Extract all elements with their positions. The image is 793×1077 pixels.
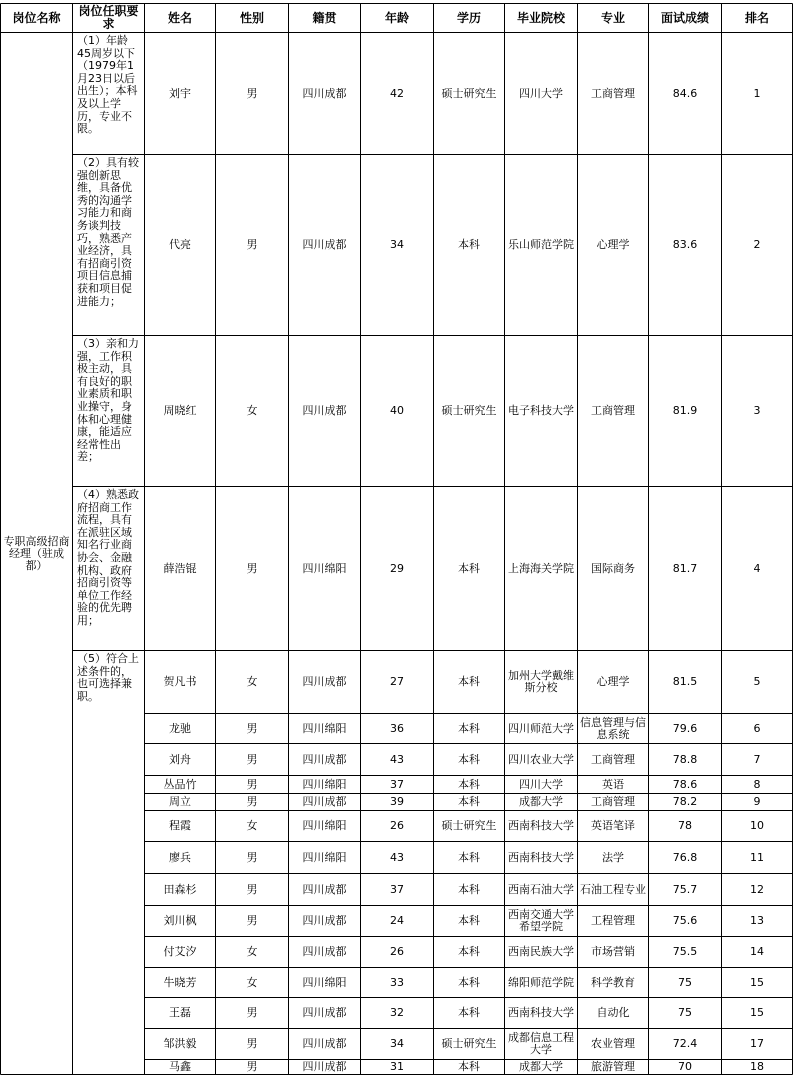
cell-rank: 15 [750, 1006, 764, 1019]
cell-origin: 四川绵阳 [302, 777, 347, 791]
cell-education: 本科 [458, 721, 480, 735]
cell-name: 周晓红 [163, 404, 197, 417]
cell-school: 西南科技大学 [508, 1006, 574, 1019]
cell-score: 75.7 [672, 882, 698, 896]
cell-origin: 四川绵阳 [302, 850, 347, 864]
cell-gender: 男 [246, 238, 258, 251]
cell-major: 工商管理 [591, 404, 635, 417]
cell-gender: 男 [246, 795, 258, 808]
cell-school: 电子科技大学 [508, 404, 574, 417]
cell-score: 75 [678, 975, 692, 989]
cell-rank: 11 [750, 850, 764, 864]
cell-major: 英语笔译 [591, 819, 635, 832]
cell-name: 薛浩锟 [163, 561, 197, 575]
header-cell: 岗位任职要求 [78, 4, 139, 31]
cell-origin: 四川绵阳 [302, 561, 347, 575]
cell-school: 四川大学 [519, 777, 563, 791]
cell-gender: 男 [246, 914, 258, 927]
cell-age: 37 [390, 882, 404, 896]
cell-age: 40 [390, 404, 404, 417]
cell-gender: 男 [246, 561, 258, 575]
cell-origin: 四川成都 [302, 675, 347, 688]
cell-score: 81.5 [672, 675, 698, 688]
cell-rank: 7 [753, 752, 761, 766]
cell-age: 32 [390, 1006, 404, 1019]
cell-gender: 男 [246, 86, 258, 100]
cell-major: 心理学 [596, 238, 630, 251]
cell-age: 36 [390, 721, 404, 735]
cell-rank: 15 [750, 975, 764, 989]
cell-school: 四川大学 [519, 86, 563, 100]
cell-age: 27 [390, 675, 404, 688]
cell-age: 31 [390, 1060, 404, 1073]
cell-origin: 四川成都 [302, 914, 347, 927]
cell-name: 马鑫 [169, 1060, 191, 1073]
cell-score: 78.2 [672, 795, 698, 808]
cell-origin: 四川成都 [302, 795, 347, 808]
cell-gender: 男 [246, 752, 258, 766]
cell-score: 75 [678, 1006, 692, 1019]
cell-education: 本科 [458, 561, 480, 575]
cell-age: 33 [390, 975, 404, 989]
cell-name: 周立 [169, 795, 191, 808]
cell-rank: 6 [753, 721, 761, 735]
header-cell: 面试成绩 [660, 10, 709, 25]
cell-education: 本科 [458, 975, 480, 989]
cell-gender: 男 [246, 882, 258, 896]
cell-rank: 10 [750, 819, 764, 832]
cell-major: 国际商务 [591, 561, 635, 575]
cell-origin: 四川成都 [302, 752, 347, 766]
cell-name: 刘舟 [169, 752, 191, 766]
cell-rank: 2 [753, 238, 761, 251]
cell-age: 42 [390, 86, 404, 100]
cell-gender: 男 [246, 777, 258, 791]
header-cell: 专业 [600, 10, 625, 25]
cell-rank: 4 [753, 561, 761, 575]
cell-origin: 四川成都 [302, 404, 347, 417]
cell-score: 81.9 [672, 404, 698, 417]
cell-education: 本科 [458, 914, 480, 927]
cell-age: 26 [390, 819, 404, 832]
cell-name: 丛品竹 [163, 777, 197, 791]
cell-name: 付艾汐 [163, 945, 197, 958]
cell-score: 70 [678, 1060, 692, 1073]
cell-origin: 四川成都 [302, 86, 347, 100]
cell-education: 本科 [458, 850, 480, 864]
cell-gender: 女 [246, 975, 258, 989]
cell-gender: 女 [246, 404, 258, 417]
cell-age: 39 [390, 795, 404, 808]
cell-origin: 四川成都 [302, 945, 347, 958]
header-cell: 毕业院校 [516, 10, 565, 25]
cell-major: 市场营销 [591, 945, 635, 958]
cell-education: 本科 [458, 777, 480, 791]
cell-school: 上海海关学院 [508, 561, 574, 575]
cell-major: 旅游管理 [591, 1060, 635, 1073]
cell-origin: 四川绵阳 [302, 819, 347, 832]
cell-rank: 18 [750, 1060, 764, 1073]
cell-name: 贺凡书 [163, 675, 197, 688]
cell-rank: 14 [750, 945, 764, 958]
cell-school: 成都大学 [519, 1060, 563, 1073]
cell-rank: 9 [753, 795, 761, 808]
header-cell: 排名 [744, 10, 769, 25]
cell-education: 硕士研究生 [441, 819, 497, 832]
cell-origin: 四川绵阳 [302, 721, 347, 735]
cell-gender: 女 [246, 675, 258, 688]
cell-name: 王磊 [169, 1006, 191, 1019]
cell-school: 乐山师范学院 [508, 238, 574, 251]
cell-major: 自动化 [596, 1006, 630, 1019]
cell-name: 廖兵 [169, 850, 191, 864]
cell-age: 37 [390, 777, 404, 791]
header-cell: 学历 [456, 10, 481, 25]
cell-school: 加州大学戴维斯分校 [508, 669, 574, 694]
header-cell: 籍贯 [312, 10, 337, 25]
cell-score: 78 [678, 819, 692, 832]
cell-name: 田森杉 [163, 882, 197, 896]
cell-name: 刘川枫 [163, 914, 197, 927]
cell-education: 本科 [458, 882, 480, 896]
cell-age: 34 [390, 238, 404, 251]
cell-score: 75.5 [672, 945, 698, 958]
cell-name: 代亮 [169, 238, 191, 251]
cell-origin: 四川成都 [302, 1037, 347, 1050]
requirement-cell: （2）具有较强创新思维，具备优秀的沟通学习能力和商务谈判技巧，熟悉产业经济，具有招商引资项目信息捕获和项目促进能力； [77, 156, 139, 308]
cell-rank: 13 [750, 914, 764, 927]
cell-education: 本科 [458, 238, 480, 251]
cell-gender: 女 [246, 819, 258, 832]
cell-age: 24 [390, 914, 404, 927]
cell-gender: 男 [246, 850, 258, 864]
cell-origin: 四川成都 [302, 1060, 347, 1073]
cell-major: 工程管理 [591, 914, 635, 927]
cell-name: 刘宇 [169, 86, 191, 100]
cell-name: 牛晓芳 [163, 975, 197, 989]
cell-gender: 男 [246, 721, 258, 735]
cell-major: 法学 [602, 850, 624, 864]
cell-score: 83.6 [672, 238, 698, 251]
cell-education: 硕士研究生 [441, 1037, 497, 1050]
cell-major: 工商管理 [591, 752, 635, 766]
requirement-cell: （5）符合上述条件的，也可选择兼职。 [77, 652, 139, 703]
header-cell: 性别 [239, 10, 264, 25]
cell-gender: 女 [246, 945, 258, 958]
cell-major: 心理学 [596, 675, 630, 688]
cell-major: 科学教育 [591, 975, 635, 989]
cell-name: 龙驰 [169, 721, 191, 735]
cell-score: 81.7 [672, 561, 698, 575]
cell-school: 成都信息工程大学 [508, 1031, 574, 1056]
cell-origin: 四川成都 [302, 238, 347, 251]
cell-score: 84.6 [672, 86, 698, 100]
cell-rank: 3 [753, 404, 761, 417]
cell-rank: 8 [753, 777, 761, 791]
cell-education: 硕士研究生 [441, 404, 497, 417]
cell-score: 75.6 [672, 914, 698, 927]
cell-major: 信息管理与信息系统 [580, 715, 646, 741]
cell-major: 英语 [602, 777, 624, 791]
cell-score: 72.4 [672, 1037, 698, 1050]
cell-school: 四川师范大学 [508, 721, 574, 735]
cell-score: 78.6 [672, 777, 698, 791]
cell-major: 工商管理 [591, 86, 635, 100]
cell-education: 本科 [458, 945, 480, 958]
cell-education: 本科 [458, 752, 480, 766]
header-cell: 岗位名称 [12, 10, 61, 25]
position-name-cell: 专职高级招商经理（驻成都） [3, 534, 70, 572]
cell-name: 邹洪毅 [163, 1037, 197, 1050]
cell-education: 本科 [458, 1006, 480, 1019]
cell-rank: 1 [753, 86, 761, 100]
cell-rank: 12 [750, 882, 764, 896]
cell-education: 本科 [458, 1060, 480, 1073]
header-cell: 姓名 [167, 10, 192, 25]
cell-school: 西南石油大学 [508, 882, 574, 896]
cell-origin: 四川成都 [302, 1006, 347, 1019]
cell-major: 工商管理 [591, 795, 635, 808]
cell-education: 本科 [458, 795, 480, 808]
cell-major: 石油工程专业 [580, 882, 646, 896]
cell-rank: 17 [750, 1037, 764, 1050]
cell-school: 西南科技大学 [508, 850, 574, 864]
cell-age: 34 [390, 1037, 404, 1050]
requirement-cell: （4）熟悉政府招商工作流程，具有在派驻区域知名行业商协会、金融机构、政府招商引资等单位工作经验的优先聘用； [77, 488, 139, 627]
cell-origin: 四川绵阳 [302, 975, 347, 989]
cell-education: 硕士研究生 [441, 86, 497, 100]
cell-school: 成都大学 [519, 795, 563, 808]
cell-age: 43 [390, 752, 404, 766]
cell-gender: 男 [246, 1037, 258, 1050]
cell-school: 四川农业大学 [508, 752, 574, 766]
cell-gender: 男 [246, 1060, 258, 1073]
cell-name: 程霞 [169, 819, 191, 832]
cell-age: 43 [390, 850, 404, 864]
cell-rank: 5 [753, 675, 761, 688]
cell-score: 78.8 [672, 752, 698, 766]
cell-school: 西南科技大学 [508, 819, 574, 832]
cell-age: 29 [390, 561, 404, 575]
header-cell: 年龄 [384, 10, 409, 25]
cell-school: 绵阳师范学院 [508, 975, 574, 989]
cell-school: 西南民族大学 [508, 945, 574, 958]
cell-major: 农业管理 [591, 1037, 635, 1050]
cell-score: 76.8 [672, 850, 698, 864]
requirement-cell: （1）年龄45周岁以下（1979年1月23日以后出生）；本科及以上学历，专业不限。 [77, 34, 138, 136]
requirement-cell: （3）亲和力强，工作积极主动，具有良好的职业素质和职业操守，身体和心理健康，能适应经常性出差； [77, 337, 139, 464]
cell-school: 西南交通大学希望学院 [508, 908, 574, 933]
cell-gender: 男 [246, 1006, 258, 1019]
cell-education: 本科 [458, 675, 480, 688]
cell-origin: 四川成都 [302, 882, 347, 896]
cell-score: 79.6 [672, 721, 698, 735]
cell-age: 26 [390, 945, 404, 958]
